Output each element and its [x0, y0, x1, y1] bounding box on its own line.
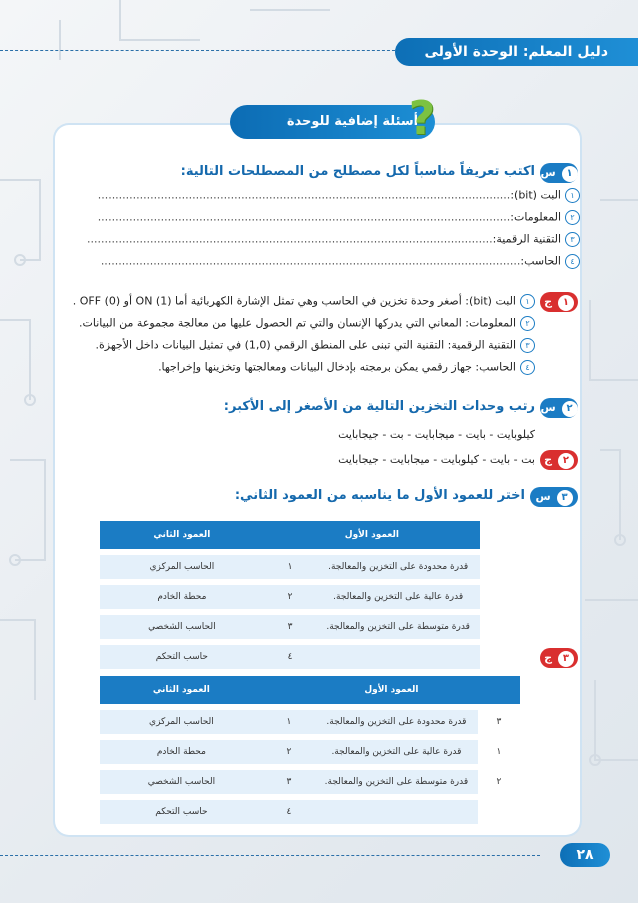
q1-item-3 — [60, 232, 580, 247]
answer-line: ........................................................................................................................ — [100, 254, 521, 268]
table-row — [100, 645, 480, 669]
cell-first: قدرة عالية على التخزين والمعالجة. — [316, 585, 480, 609]
cell-number: ٣ — [264, 615, 317, 639]
question-2-title: رتب وحدات التخزين التالية من الأصغر إلى الأكبر: — [223, 399, 535, 414]
question-3-table — [100, 515, 480, 675]
cell-first: قدرة متوسطة على التخزين والمعالجة. — [316, 615, 480, 639]
table-row — [100, 585, 480, 609]
item-text: الحاسب: جهاز رقمي يمكن برمجته بإدخال البيانات ومعالجتها وتخزينها وإخراجها. — [158, 360, 516, 374]
cell-second: محطة الخادم — [100, 740, 263, 764]
answer-3-table — [100, 670, 520, 830]
item-number: ١ — [565, 188, 580, 203]
cell-first: قدرة متوسطة على التخزين والمعالجة. — [315, 770, 478, 794]
table-row — [100, 800, 520, 824]
badge-letter: ج — [544, 453, 553, 466]
badge-number: ٣ — [557, 490, 573, 506]
cell-second: الحاسب الشخصي — [100, 615, 264, 639]
header-rule — [0, 50, 400, 51]
cell-second: محطة الخادم — [100, 585, 264, 609]
question-badge-2 — [540, 398, 578, 418]
question-2-text: كيلوبايت - بايت - ميجابايت - بت - جيجابايت — [338, 428, 535, 441]
cell-first: قدرة محدودة على التخزين والمعالجة. — [316, 555, 480, 579]
table-header-row — [100, 676, 520, 704]
item-number: ٢ — [565, 210, 580, 225]
table-row — [100, 710, 520, 734]
item-label: الحاسب: — [520, 254, 561, 268]
a1-item-3 — [60, 338, 535, 353]
item-number: ٤ — [520, 360, 535, 375]
cell-number: ٣ — [263, 770, 315, 794]
cell-first — [315, 800, 478, 824]
cell-second: الحاسب المركزي — [100, 710, 263, 734]
item-number: ٣ — [565, 232, 580, 247]
item-label: المعلومات: — [510, 210, 561, 224]
cell-answer-key: ٢ — [496, 777, 502, 787]
a1-item-1 — [60, 294, 535, 309]
table-row — [100, 740, 520, 764]
badge-letter: ج — [544, 295, 553, 308]
a1-item-2 — [60, 316, 535, 331]
column-header-1: العمود الأول — [264, 521, 480, 549]
table-row — [100, 615, 480, 639]
badge-letter: س — [535, 490, 551, 503]
question-3-title: اختر للعمود الأول ما يناسبه من العمود الثاني: — [234, 488, 525, 503]
cell-number: ٤ — [263, 800, 315, 824]
item-label: البت (bit): — [510, 188, 561, 202]
badge-number: ٢ — [558, 453, 574, 469]
cell-number: ١ — [264, 555, 317, 579]
cell-number: ١ — [263, 710, 315, 734]
badge-number: ١ — [558, 295, 574, 311]
column-header-1: العمود الأول — [263, 676, 520, 704]
header-title: دليل المعلم: الوحدة الأولى — [395, 38, 638, 66]
column-header-2: العمود الثاني — [100, 676, 263, 704]
footer-rule — [0, 855, 540, 856]
cell-first: قدرة عالية على التخزين والمعالجة. — [315, 740, 478, 764]
table-row — [100, 555, 480, 579]
q1-item-4 — [60, 254, 580, 269]
cell-answer-key: ١ — [496, 747, 502, 757]
badge-letter: س — [540, 401, 556, 414]
table-header-row — [100, 521, 480, 549]
badge-number: ٢ — [562, 401, 578, 417]
q1-item-2 — [60, 210, 580, 225]
answer-badge-3 — [540, 648, 578, 668]
cell-first — [316, 645, 480, 669]
cell-first: قدرة محدودة على التخزين والمعالجة. — [315, 710, 478, 734]
section-title: أسئلة إضافية للوحدة وإجاباتها — [230, 105, 435, 139]
question-badge-3 — [530, 487, 578, 507]
item-number: ٣ — [520, 338, 535, 353]
cell-second: الحاسب الشخصي — [100, 770, 263, 794]
cell-second: الحاسب المركزي — [100, 555, 264, 579]
answer-badge-1 — [540, 292, 578, 312]
item-number: ٤ — [565, 254, 580, 269]
item-number: ١ — [520, 294, 535, 309]
question-badge-1 — [540, 163, 578, 183]
cell-number: ٤ — [264, 645, 317, 669]
item-text: التقنية الرقمية: التقنية التي تبنى على المنطق الرقمي (1,0) في تمثيل البيانات داخل الأجهزة. — [95, 338, 516, 352]
column-header-2: العمود الثاني — [100, 521, 264, 549]
badge-letter: س — [540, 166, 556, 179]
cell-answer-key — [478, 800, 520, 824]
item-number: ٢ — [520, 316, 535, 331]
badge-letter: ج — [544, 651, 553, 664]
badge-number: ٣ — [558, 651, 574, 667]
cell-number: ٢ — [264, 585, 317, 609]
page-number: ٢٨ — [560, 843, 610, 867]
item-text: البت (bit): أصغر وحدة تخزين في الحاسب وهي تمثل الإشارة الكهربائية أما (1) ON أو (0) OFF . — [72, 294, 516, 308]
a1-item-4 — [60, 360, 535, 375]
cell-number: ٢ — [263, 740, 315, 764]
q1-item-1 — [60, 188, 580, 203]
question-mark-icon: ? — [408, 91, 436, 145]
item-label: التقنية الرقمية: — [492, 232, 561, 246]
table-row — [100, 770, 520, 794]
item-text: المعلومات: المعاني التي يدركها الإنسان والتي تم الحصول عليها من معالجة مجموعة من البيانات. — [79, 316, 516, 330]
answer-line: ...................................................................................................................... — [97, 188, 511, 202]
answer-2-text: بت - بايت - كيلوبايت - ميجابايت - جيجابايت — [338, 453, 535, 466]
badge-number: ١ — [562, 166, 578, 182]
answer-line: ...................................................................................................................... — [97, 210, 511, 224]
answer-line: .................................................................................................................... — [87, 232, 493, 246]
cell-answer-key: ٣ — [496, 717, 502, 727]
cell-second: حاسب التحكم — [100, 800, 263, 824]
answer-badge-2 — [540, 450, 578, 470]
cell-second: حاسب التحكم — [100, 645, 264, 669]
question-1-title: اكتب تعريفاً مناسباً لكل مصطلح من المصطلحات التالية: — [180, 164, 535, 179]
